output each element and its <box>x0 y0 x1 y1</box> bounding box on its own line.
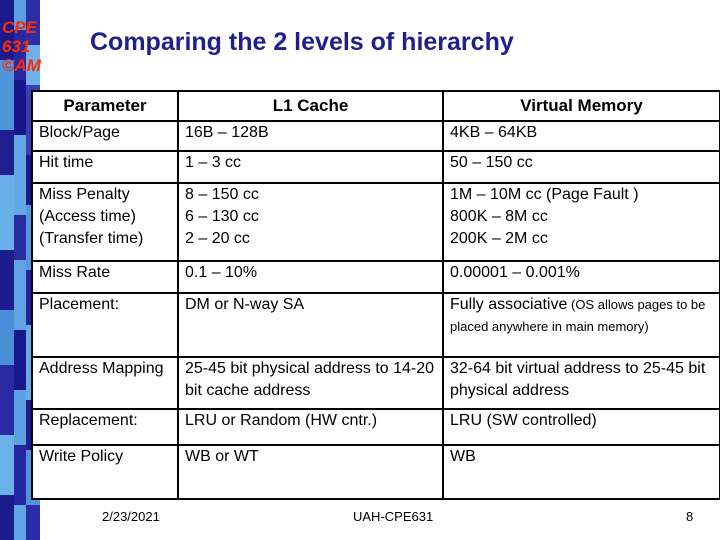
footer-date: 2/23/2021 <box>102 509 160 524</box>
param-line: (Transfer time) <box>39 230 144 247</box>
vm-line: 800K – 8M cc <box>450 208 548 225</box>
cache-cell: 0.1 – 10% <box>178 261 443 293</box>
vm-line: 1M – 10M cc (Page Fault ) <box>450 186 639 203</box>
vm-line: 200K – 2M cc <box>450 230 548 247</box>
param-line: Miss Penalty <box>39 186 130 203</box>
table-row <box>32 261 720 293</box>
vm-cell: LRU (SW controlled) <box>443 409 720 445</box>
cache-cell: 25-45 bit physical address to 14-20 bit cache address <box>178 357 443 409</box>
vm-cell: 0.00001 – 0.001% <box>443 261 720 293</box>
comparison-table <box>31 90 720 500</box>
vm-cell <box>443 183 720 261</box>
param-cell: Hit time <box>32 151 178 183</box>
logo-line-1: CPE <box>2 18 37 37</box>
param-cell: Placement: <box>32 293 178 357</box>
cache-line: 8 – 150 cc <box>185 186 259 203</box>
vm-cell: 4KB – 64KB <box>443 121 720 151</box>
param-cell: Replacement: <box>32 409 178 445</box>
vm-placement-note: (OS allows pages to be placed anywhere in main memory) <box>450 297 706 334</box>
course-logo <box>2 18 62 75</box>
param-cell: Address Mapping <box>32 357 178 409</box>
table-row <box>32 409 720 445</box>
param-cell: Block/Page <box>32 121 178 151</box>
cache-cell: DM or N-way SA <box>178 293 443 357</box>
cache-cell: WB or WT <box>178 445 443 499</box>
logo-line-2: 631 <box>2 37 31 56</box>
table-row <box>32 183 720 261</box>
table-row <box>32 121 720 151</box>
cache-cell: 16B – 128B <box>178 121 443 151</box>
table-header-row <box>32 91 720 121</box>
param-cell: Miss Rate <box>32 261 178 293</box>
cache-line: 6 – 130 cc <box>185 208 259 225</box>
slide-title: Comparing the 2 levels of hierarchy <box>90 28 514 56</box>
cache-cell: 1 – 3 cc <box>178 151 443 183</box>
vm-cell: 32-64 bit virtual address to 25-45 bit physical address <box>443 357 720 409</box>
vm-placement-text: Fully associative <box>450 296 568 313</box>
column-header-virtual-memory: Virtual Memory <box>443 91 720 121</box>
vm-cell: 50 – 150 cc <box>443 151 720 183</box>
cache-cell: LRU or Random (HW cntr.) <box>178 409 443 445</box>
table-row <box>32 445 720 499</box>
footer-source: UAH-CPE631 <box>353 509 434 524</box>
param-line: (Access time) <box>39 208 136 225</box>
footer-page-number: 8 <box>686 509 694 524</box>
table-row <box>32 357 720 409</box>
table-row <box>32 151 720 183</box>
cache-cell <box>178 183 443 261</box>
column-header-l1-cache: L1 Cache <box>178 91 443 121</box>
table-row <box>32 293 720 357</box>
column-header-parameter: Parameter <box>32 91 178 121</box>
param-cell <box>32 183 178 261</box>
logo-line-3: ©AM <box>2 56 41 75</box>
param-cell: Write Policy <box>32 445 178 499</box>
vm-cell <box>443 293 720 357</box>
cache-line: 2 – 20 cc <box>185 230 250 247</box>
vm-cell: WB <box>443 445 720 499</box>
